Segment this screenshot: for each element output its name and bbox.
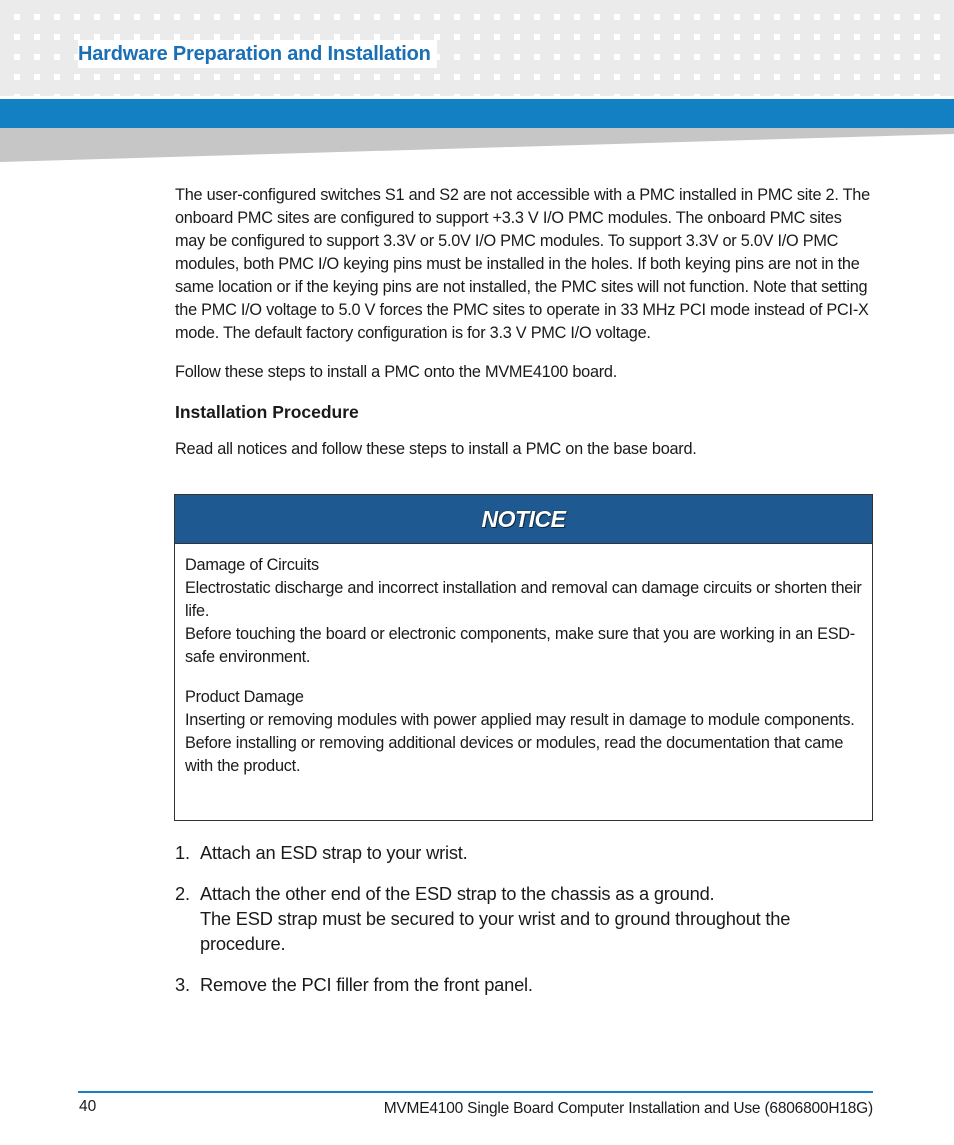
footer-rule: [78, 1091, 873, 1093]
step-text: [200, 840, 468, 865]
step-instruction: Remove the PCI filler from the front panel.: [200, 974, 533, 995]
step-note: The ESD strap must be secured to your wrist and to ground throughout the procedure.: [200, 908, 791, 954]
step-instruction: Attach an ESD strap to your wrist.: [200, 842, 468, 863]
step-number: 2.: [175, 883, 190, 904]
intro-paragraph: The user-configured switches S1 and S2 are not accessible with a PMC installed in PMC site 2. The onboard PMC sites are configured to support +3.3 V I/O PMC modules. The onboard PMC sites may be configured to support 3.3V or 5.0V I/O PMC modules. To support 3.3V or 5.0V I/O PMC modules, both PMC I/O keying pins must be installed in the holes. If both keying pins are not in the same location or if the keying pins are not installed, the PMC sites will not function. Note that setting the PMC I/O voltage to 5.0 V forces the PMC sites to operate in 33 MHz PCI mode instead of PCI-X mode. The default factory configuration is for 3.3 V PMC I/O voltage.: [175, 186, 870, 342]
notice-box: [174, 494, 873, 821]
main-content: [175, 184, 875, 477]
step-instruction: Attach the other end of the ESD strap to the chassis as a ground.: [200, 883, 715, 904]
follow-steps-paragraph: Follow these steps to install a PMC onto the MVME4100 board.: [175, 363, 618, 381]
step-item: [175, 881, 875, 956]
step-item: [175, 972, 875, 997]
notice-body: [175, 544, 872, 778]
step-number: 1.: [175, 842, 190, 863]
header-blue-band: [0, 99, 954, 128]
notice-block: [185, 554, 862, 669]
procedure-heading: Installation Procedure: [175, 402, 359, 422]
header-gray-wedge: [0, 128, 954, 164]
notice-label: NOTICE: [481, 505, 566, 532]
step-text: [200, 881, 875, 956]
notice-block-title: Damage of Circuits: [185, 556, 319, 574]
notice-block-text: Electrostatic discharge and incorrect installation and removal can damage circuits or shorten their life.: [185, 579, 862, 620]
page-number: 40: [79, 1098, 97, 1115]
document-title: MVME4100 Single Board Computer Installation and Use (6806800H18G): [383, 1100, 873, 1117]
step-text: [200, 972, 533, 997]
notice-block-text: Inserting or removing modules with power applied may result in damage to module components.: [185, 711, 855, 729]
step-number: 3.: [175, 974, 190, 995]
notice-block: [185, 686, 862, 778]
notice-block-text: Before installing or removing additional devices or modules, read the documentation that came with the product.: [185, 734, 844, 775]
procedure-lead: Read all notices and follow these steps to install a PMC on the base board.: [175, 440, 697, 458]
notice-block-text: Before touching the board or electronic components, make sure that you are working in an ESD-safe environment.: [185, 625, 855, 666]
section-title: Hardware Preparation and Installation: [78, 40, 437, 68]
notice-header: [175, 495, 872, 544]
step-item: [175, 840, 875, 865]
notice-block-title: Product Damage: [185, 688, 304, 706]
steps-list: [175, 840, 875, 1013]
